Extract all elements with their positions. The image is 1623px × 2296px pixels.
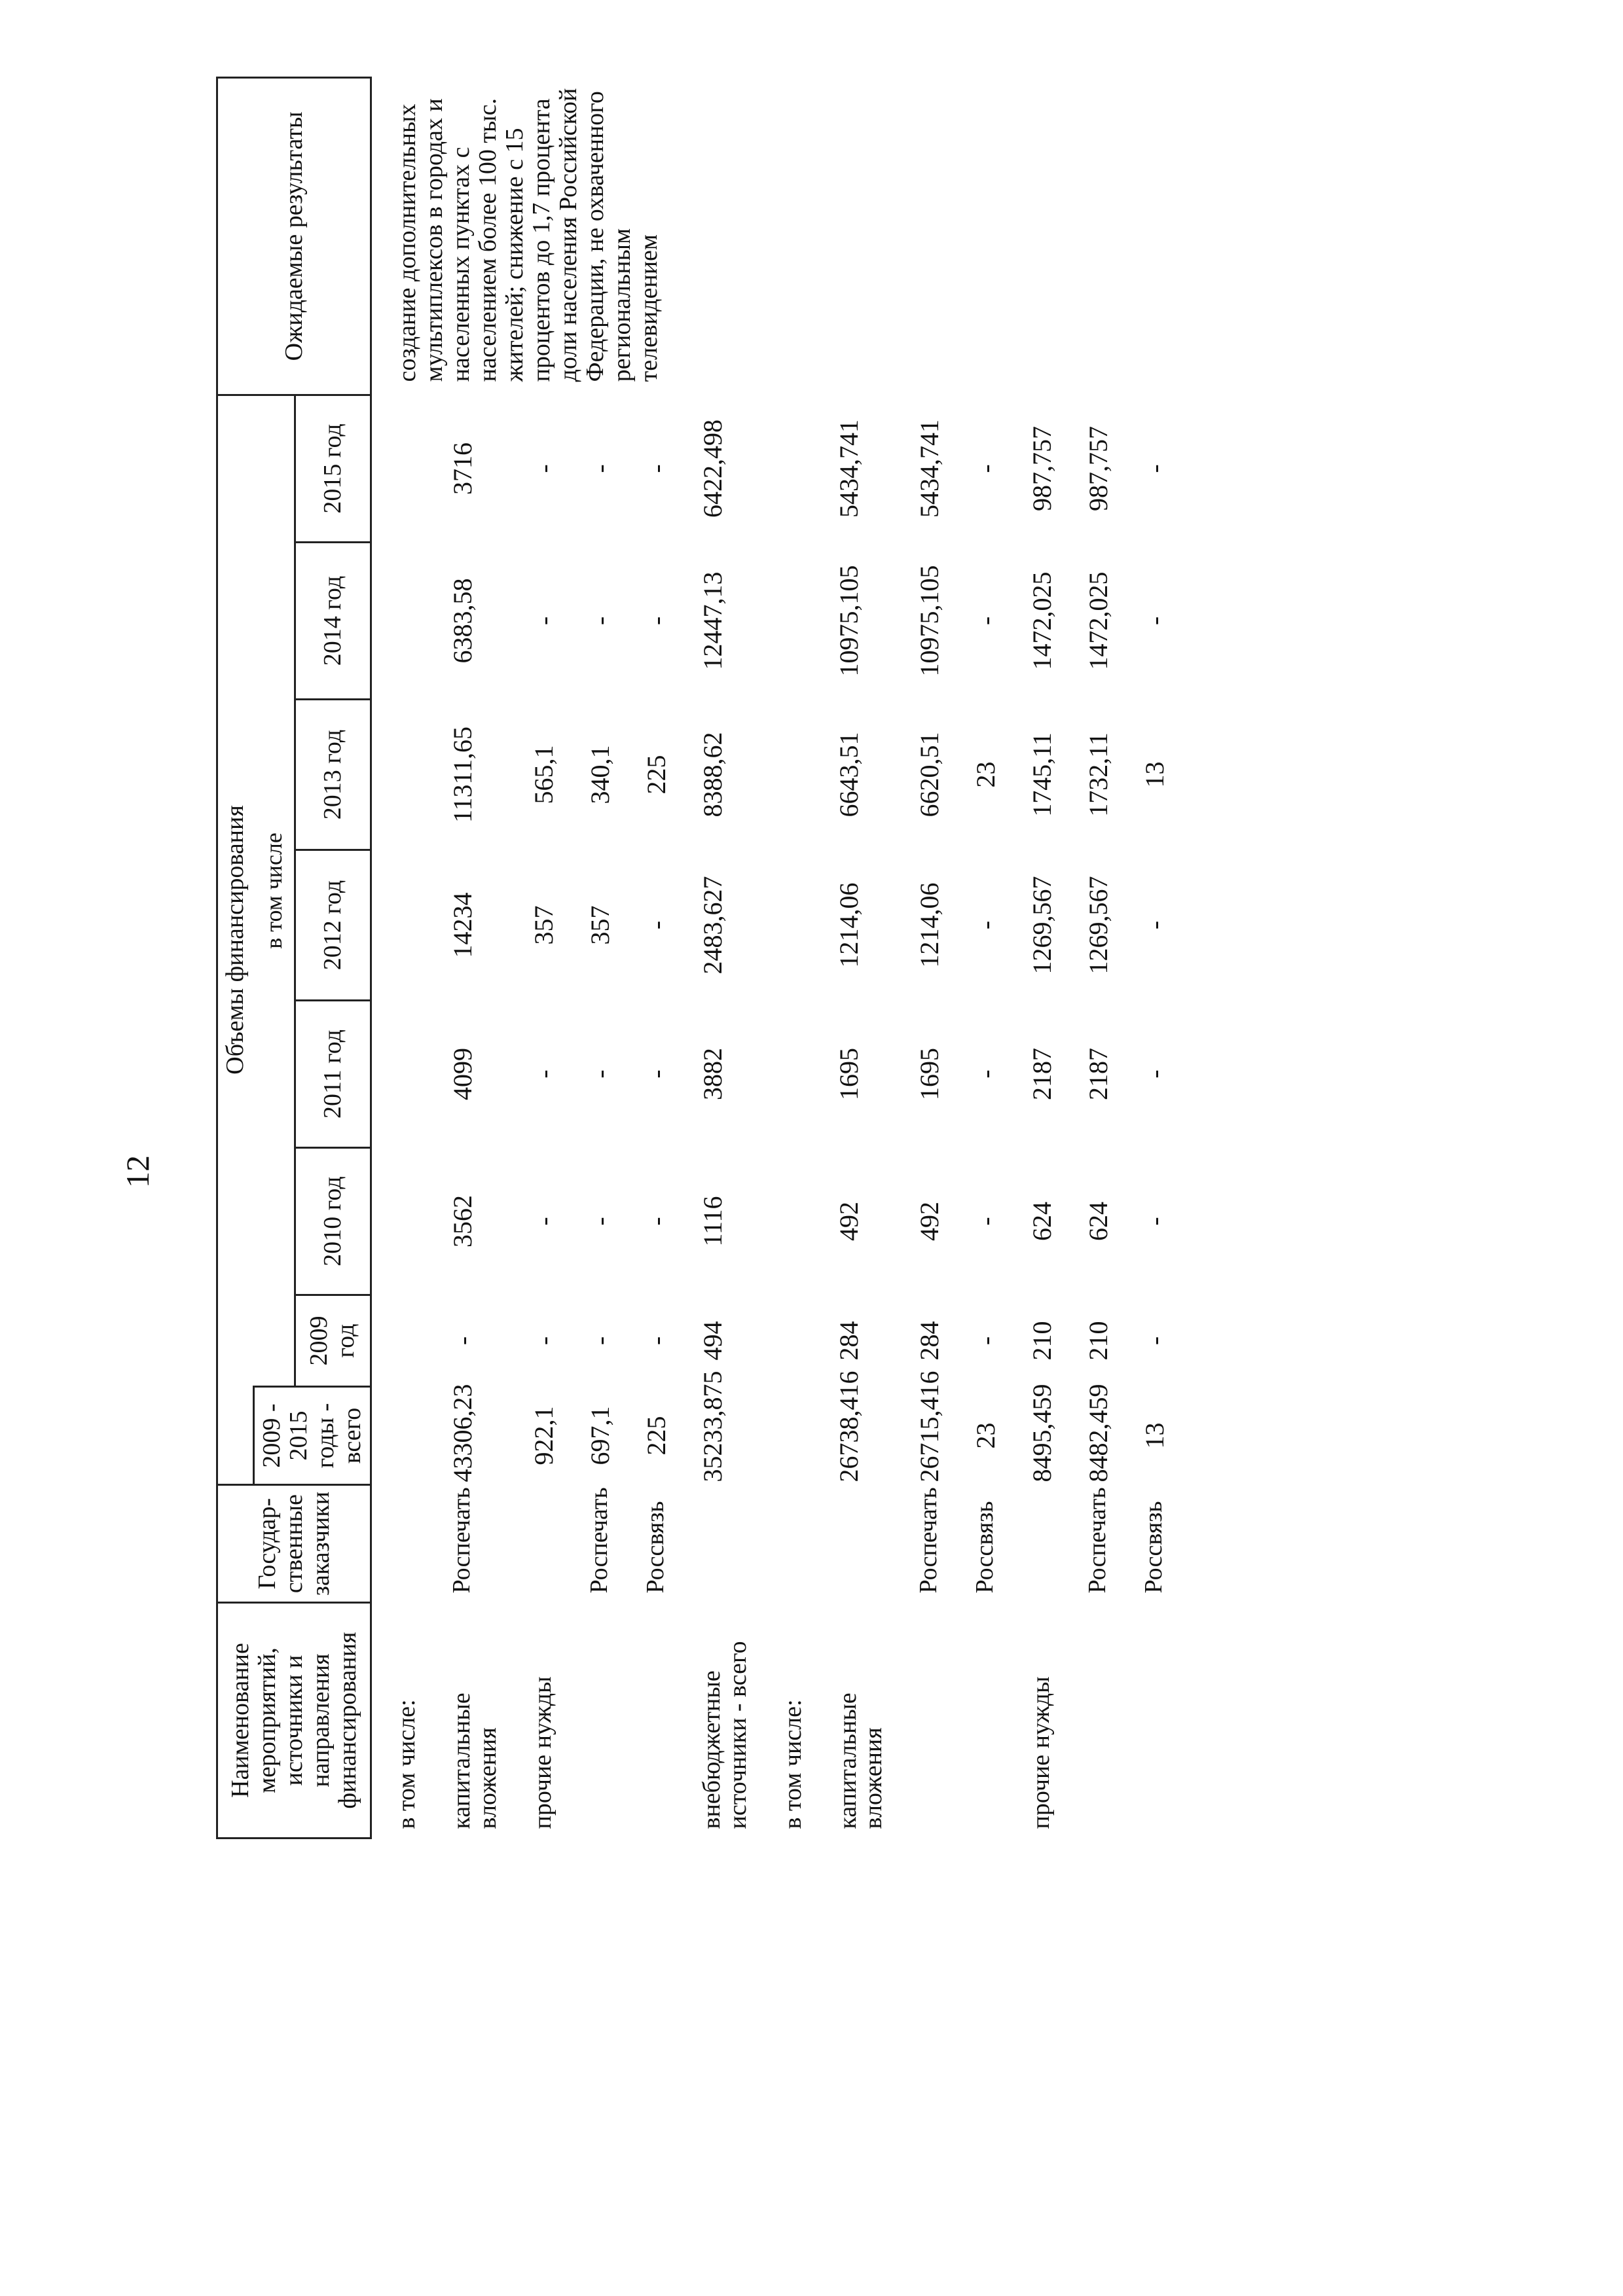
header-customers: Государ-ственные заказчики <box>217 1485 371 1603</box>
header-year-2013: 2013 год <box>295 700 371 850</box>
funding-table <box>216 77 1183 1839</box>
row-customer-cell <box>685 1485 766 1603</box>
row-year-value-cell: 2187 <box>1084 1048 1114 1100</box>
row-name-cell: в том числе: <box>393 1699 421 1829</box>
row-year-value-cell: 10975,105 <box>915 565 945 677</box>
row-year-value-cell: 2187 <box>1027 1048 1057 1100</box>
row-year-value-cell: 284 <box>915 1321 945 1361</box>
row-year-value-cell: 8388,62 <box>697 732 727 817</box>
row-name-cell <box>1127 1603 1183 1839</box>
row-year-value-cell: 13 <box>1140 761 1170 788</box>
row-customer-cell <box>821 1485 902 1603</box>
row-year-value-cell <box>766 1295 821 1387</box>
row-year-value-cell: 357 <box>585 905 615 945</box>
row-year-value-cell: 1732,11 <box>1084 732 1114 817</box>
row-year-value-cell: - <box>528 1336 558 1346</box>
header-name: Наименование мероприятий, источники и направления финансирования <box>217 1603 371 1839</box>
row-year-value-cell: 11311,65 <box>448 726 478 823</box>
row-year-value-cell: 14234 <box>448 892 478 958</box>
row-year-value-cell: - <box>641 1069 671 1079</box>
header-year-2014: 2014 год <box>295 543 371 700</box>
row-year-value-cell: - <box>971 920 1001 930</box>
rotated-page-content <box>216 79 1329 1839</box>
row-year-value-cell: 3562 <box>448 1195 478 1247</box>
row-customer-cell: Роспечать <box>448 1487 476 1594</box>
row-year-value-cell: 10975,105 <box>833 565 864 677</box>
row-customer-cell <box>766 1485 821 1603</box>
page-number: 12 <box>119 1155 156 1188</box>
header-including: в том числе <box>254 395 295 1386</box>
row-year-value-cell: - <box>641 1336 671 1346</box>
row-year-value-cell: 357 <box>528 905 558 945</box>
row-year-value-cell: 624 <box>1084 1202 1114 1241</box>
row-year-value-cell: 5434,741 <box>915 419 945 518</box>
row-year-value-cell: 1116 <box>697 1196 727 1247</box>
row-year-value-cell: 6643,51 <box>833 732 864 817</box>
row-year-value-cell: - <box>585 1069 615 1079</box>
row-year-value-cell <box>766 850 821 1001</box>
row-name-cell: в том числе: <box>778 1699 807 1829</box>
row-year-value-cell <box>371 543 435 700</box>
row-year-value-cell <box>371 850 435 1001</box>
row-year-value-cell: - <box>641 920 671 930</box>
row-year-value-cell: 210 <box>1027 1321 1057 1361</box>
header-year-2010: 2010 год <box>295 1148 371 1295</box>
row-year-value-cell: 1269,567 <box>1084 876 1114 975</box>
row-name-cell: внебюджетные источники - всего <box>697 1641 752 1829</box>
row-year-value-cell: 340,1 <box>585 745 615 804</box>
row-year-value-cell <box>371 395 435 542</box>
row-year-value-cell: - <box>528 464 558 473</box>
row-year-value-cell: 624 <box>1027 1202 1057 1241</box>
row-year-value-cell: 987,757 <box>1084 425 1114 511</box>
row-total-cell: 922,1 <box>528 1406 558 1465</box>
row-name-cell: прочие нужды <box>528 1676 556 1829</box>
row-total-cell: 8495,459 <box>1027 1384 1057 1482</box>
row-total-cell: 13 <box>1140 1422 1170 1449</box>
row-customer-cell: Роспечать <box>1084 1487 1112 1594</box>
row-year-value-cell: 4099 <box>448 1048 478 1100</box>
header-total: 2009 - 2015 годы - всего <box>254 1387 371 1485</box>
row-total-cell: 26715,416 <box>915 1371 945 1482</box>
row-year-value-cell: - <box>641 616 671 626</box>
header-year-2015: 2015 год <box>295 395 371 542</box>
row-year-value-cell <box>766 700 821 850</box>
row-customer-cell: Россвязь <box>641 1501 669 1594</box>
row-year-value-cell: 210 <box>1084 1321 1114 1361</box>
header-year-2012: 2012 год <box>295 850 371 1001</box>
row-year-value-cell <box>766 1001 821 1148</box>
row-year-value-cell <box>371 700 435 850</box>
row-year-value-cell: 1269,567 <box>1027 876 1057 975</box>
row-year-value-cell: - <box>971 1336 1001 1346</box>
row-year-value-cell <box>371 1148 435 1295</box>
row-year-value-cell: - <box>585 1217 615 1226</box>
row-year-value-cell: 1214,06 <box>833 882 864 968</box>
row-year-value-cell: - <box>528 616 558 626</box>
row-customer-cell <box>371 1485 435 1603</box>
row-year-value-cell: - <box>1140 464 1170 473</box>
row-year-value-cell: 492 <box>833 1202 864 1241</box>
row-total-cell: 8482,459 <box>1084 1384 1114 1482</box>
row-year-value-cell: - <box>971 1217 1001 1226</box>
row-year-value-cell: - <box>448 1336 478 1346</box>
header-funding-volume: Объемы финансирования <box>217 395 254 1484</box>
row-year-value-cell: 225 <box>641 755 671 795</box>
row-total-cell: 35233,875 <box>697 1371 727 1482</box>
row-total-cell <box>371 1387 435 1485</box>
row-year-value-cell: - <box>528 1069 558 1079</box>
row-year-value-cell: 492 <box>915 1202 945 1241</box>
row-year-value-cell: 6422,498 <box>697 419 727 518</box>
table-body <box>371 77 1184 1838</box>
row-year-value-cell: 1214,06 <box>915 882 945 968</box>
row-year-value-cell: - <box>971 616 1001 626</box>
row-year-value-cell: 3882 <box>697 1048 727 1100</box>
row-customer-cell: Роспечать <box>585 1487 613 1594</box>
row-name-cell <box>902 1603 958 1839</box>
row-year-value-cell <box>766 543 821 700</box>
expected-results-text: создание дополнительных мультиплексов в городах и населенных пунктах с населением более 100 тыс. жителей; снижение с 15 процентов до 1,7 процента доли населения Российской Федерации, не охваченного региональным телевидением <box>393 88 663 382</box>
row-name-cell: прочие нужды <box>1027 1676 1055 1829</box>
row-year-value-cell: 2483,627 <box>697 876 727 975</box>
row-year-value-cell: 6620,51 <box>915 732 945 817</box>
row-year-value-cell: 6383,58 <box>448 578 478 664</box>
row-total-cell: 225 <box>641 1416 671 1456</box>
row-year-value-cell <box>371 1001 435 1148</box>
row-name-cell <box>958 1603 1014 1839</box>
row-year-value-cell: 5434,741 <box>833 419 864 518</box>
row-year-value-cell: - <box>585 616 615 626</box>
row-year-value-cell: 284 <box>833 1321 864 1361</box>
row-year-value-cell: 12447,13 <box>697 571 727 670</box>
row-year-value-cell: 565,1 <box>528 745 558 804</box>
row-customer-cell: Роспечать <box>915 1487 943 1594</box>
row-customer-cell: Россвязь <box>971 1501 999 1594</box>
row-year-value-cell: - <box>528 1217 558 1226</box>
row-name-cell: капитальные вложения <box>833 1693 888 1829</box>
row-year-value-cell <box>766 1148 821 1295</box>
header-year-2011: 2011 год <box>295 1001 371 1148</box>
row-total-cell: 43306,23 <box>448 1384 478 1482</box>
row-year-value-cell: 494 <box>697 1321 727 1361</box>
row-year-value-cell: - <box>971 1069 1001 1079</box>
row-year-value-cell: - <box>585 1336 615 1346</box>
row-year-value-cell: 23 <box>971 761 1001 788</box>
row-year-value-cell: - <box>1140 1069 1170 1079</box>
header-results: Ожидаемые результаты <box>217 77 371 395</box>
row-year-value-cell: 1695 <box>915 1048 945 1100</box>
row-name-cell: капитальные вложения <box>448 1693 501 1829</box>
row-year-value-cell: 987,757 <box>1027 425 1057 511</box>
row-year-value-cell: 1472,025 <box>1084 571 1114 670</box>
row-year-value-cell: - <box>971 464 1001 473</box>
row-year-value-cell: 1472,025 <box>1027 571 1057 670</box>
row-total-cell: 697,1 <box>585 1406 615 1465</box>
row-year-value-cell: - <box>1140 1336 1170 1346</box>
row-year-value-cell: - <box>1140 616 1170 626</box>
row-year-value-cell <box>766 395 821 542</box>
row-year-value-cell: - <box>641 1217 671 1226</box>
row-total-cell: 26738,416 <box>833 1371 864 1482</box>
table-row <box>371 77 435 1838</box>
row-year-value-cell: - <box>585 464 615 473</box>
row-year-value-cell: 3716 <box>448 442 478 495</box>
row-year-value-cell: - <box>1140 1217 1170 1226</box>
row-year-value-cell: - <box>641 464 671 473</box>
row-name-cell <box>629 1603 685 1839</box>
row-year-value-cell: 1745,11 <box>1027 732 1057 817</box>
row-customer-cell: Россвязь <box>1140 1501 1168 1594</box>
row-year-value-cell <box>371 1295 435 1387</box>
row-year-value-cell: 1695 <box>833 1048 864 1100</box>
row-total-cell: 23 <box>971 1422 1001 1449</box>
row-customer-cell <box>1014 1485 1070 1603</box>
row-name-cell <box>1070 1603 1127 1839</box>
row-name-cell <box>572 1603 629 1839</box>
header-year-2009: 2009 год <box>295 1295 371 1387</box>
row-year-value-cell: - <box>1140 920 1170 930</box>
row-total-cell <box>766 1387 821 1485</box>
row-customer-cell <box>516 1485 572 1603</box>
